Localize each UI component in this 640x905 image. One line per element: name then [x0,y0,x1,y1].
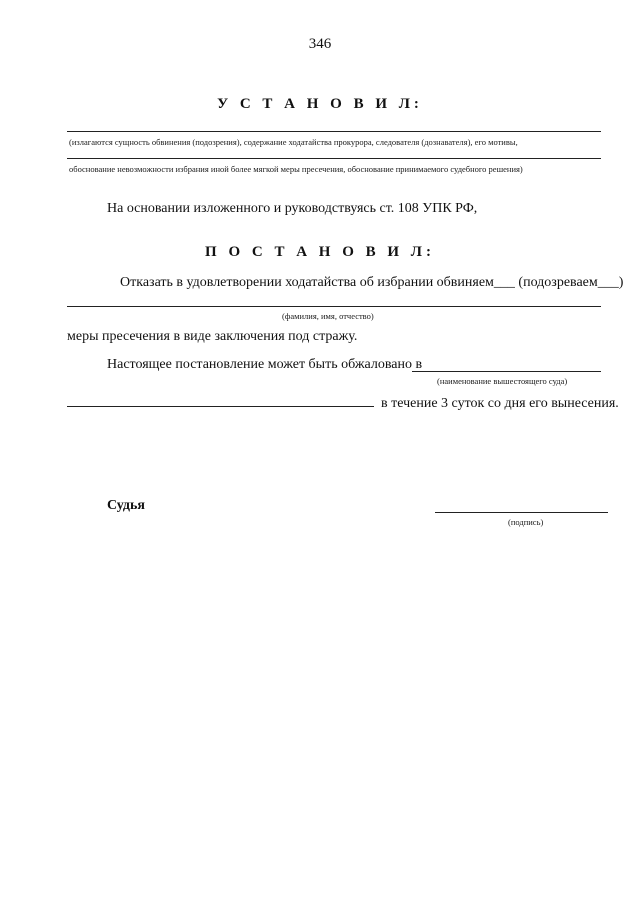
statement-caption-2: обоснование невозможности избрания иной более мягкой меры пресечения, обоснование принимаемого судебного решения) [69,164,523,174]
name-field-line[interactable] [67,306,601,307]
deadline-text: в течение 3 суток со дня его вынесения. [381,396,619,411]
statement-caption-1: (излагаются сущность обвинения (подозрения), содержание ходатайства прокурора, следователя (дознавателя), его мотивы, [69,137,518,147]
signature-caption: (подпись) [508,517,544,527]
custody-text: меры пресечения в виде заключения под стражу. [67,329,358,344]
court-field-line-continued[interactable] [67,406,374,407]
resolved-heading: П О С Т А Н О В И Л: [205,244,435,260]
judge-label: Судья [107,498,145,513]
name-caption: (фамилия, имя, отчество) [282,311,374,321]
refuse-text: Отказать в удовлетворении ходатайства об избрании обвиняем___ (подозреваем___) [120,275,624,290]
signature-line[interactable] [435,512,608,513]
appeal-text: Настоящее постановление может быть обжаловано в [107,357,423,372]
established-heading: У С Т А Н О В И Л: [217,96,423,112]
court-caption: (наименование вышестоящего суда) [437,376,568,386]
statement-rule-1 [67,131,601,132]
statement-rule-2 [67,158,601,159]
page-number: 346 [308,36,332,52]
basis-text: На основании изложенного и руководствуясь ст. 108 УПК РФ, [107,201,478,216]
court-field-line[interactable] [412,371,601,372]
